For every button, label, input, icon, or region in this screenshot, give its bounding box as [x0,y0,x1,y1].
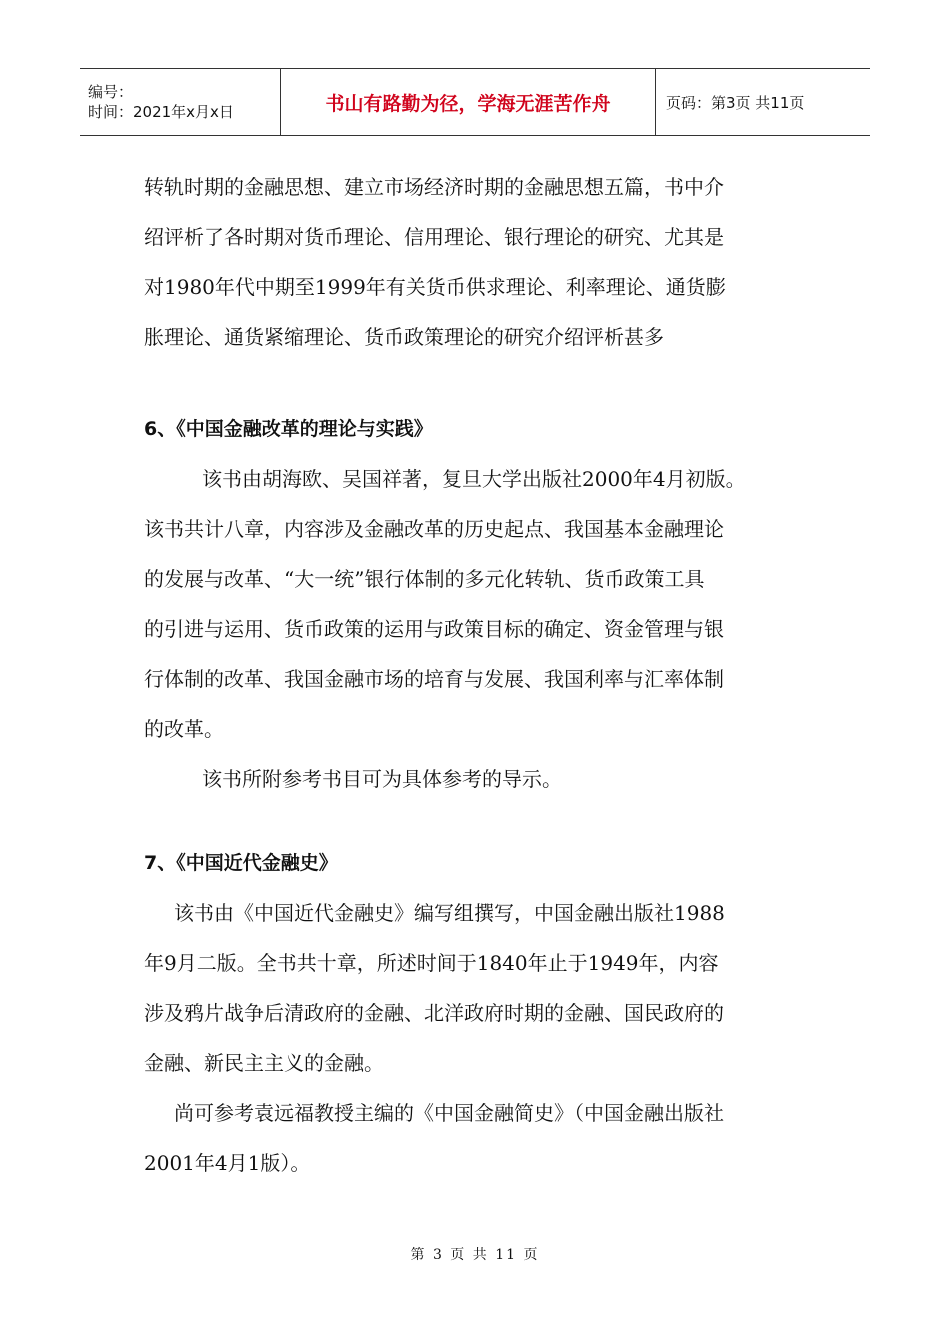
header-page-info: 页码：第3页 共11页 [666,93,805,112]
body-line: 行体制的改革、我国金融市场的培育与发展、我国利率与汇率体制 [144,667,724,691]
body-line: 该书共计八章，内容涉及金融改革的历史起点、我国基本金融理论 [144,517,724,541]
body-line: 的发展与改革、“大一统”银行体制的多元化转轨、货币政策工具 [144,567,705,591]
body-line: 该书所附参考书目可为具体参考的导示。 [202,767,562,791]
header-motto: 书山有路勤为径，学海无涯苦作舟 [280,69,656,135]
date-label: 时间：2021年x月x日 [88,103,234,121]
section-6-heading: 6、《中国金融改革的理论与实践》 [144,418,433,440]
body-line: 对1980年代中期至1999年有关货币供求理论、利率理论、通货膨 [144,275,726,299]
body-line: 的引进与运用、货币政策的运用与政策目标的确定、资金管理与银 [144,617,724,641]
document-body [144,162,824,1188]
body-line: 该书由《中国近代金融史》编写组撰写，中国金融出版社1988 [174,901,725,925]
page-footer: 第 3 页 共 11 页 [410,1247,540,1263]
body-line: 涉及鸦片战争后清政府的金融、北洋政府时期的金融、国民政府的 [144,1001,724,1025]
body-line: 该书由胡海欧、吴国祥著，复旦大学出版社2000年4月初版。 [202,467,746,491]
body-line: 金融、新民主主义的金融。 [144,1051,384,1075]
page-header [80,68,870,136]
body-line: 2001年4月1版）。 [144,1151,311,1175]
body-line: 的改革。 [144,717,224,741]
section-7-heading: 7、《中国近代金融史》 [144,852,338,874]
body-line: 转轨时期的金融思想、建立市场经济时期的金融思想五篇，书中介 [144,175,724,199]
header-meta [80,69,280,135]
number-label: 编号： [88,83,134,101]
body-line: 年9月二版。全书共十章，所述时间于1840年止于1949年，内容 [144,951,719,975]
body-line: 尚可参考袁远福教授主编的《中国金融简史》（中国金融出版社 [174,1101,724,1125]
body-line: 胀理论、通货紧缩理论、货币政策理论的研究介绍评析甚多 [144,325,664,349]
body-line: 绍评析了各时期对货币理论、信用理论、银行理论的研究、尤其是 [144,225,724,249]
